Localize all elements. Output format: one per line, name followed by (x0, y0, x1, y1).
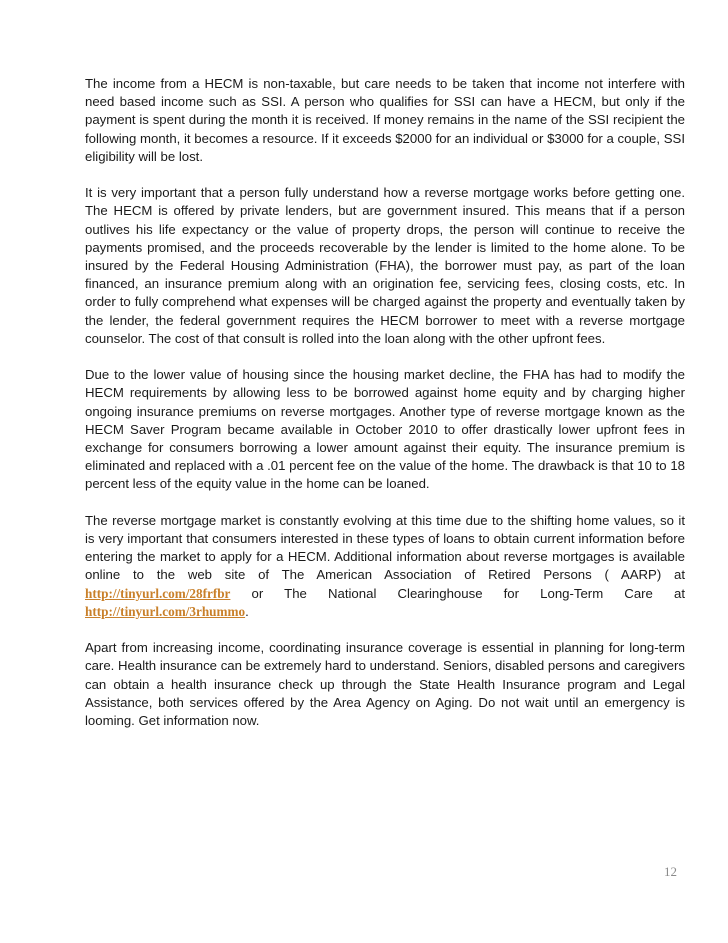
document-body (85, 75, 685, 748)
paragraph-hecm-taxation: The income from a HECM is non-taxable, but care needs to be taken that income not interfere with need based income such as SSI. A person who qualifies for SSI can have a HECM, but only if the payment is spent during the month it is received. If money remains in the name of the SSI recipient the following month, it becomes a resource. If it exceeds $2000 for an individual or $3000 for a couple, SSI eligibility will be lost. (85, 76, 685, 164)
page-number: 12 (664, 864, 677, 879)
paragraph-understanding-reverse-mortgage: It is very important that a person fully understand how a reverse mortgage works before getting one. The HECM is offered by private lenders, but are government insured. This means that if a person outlives his life expectancy or the value of property drops, the person will continue to receive the payments promised, and the proceeds recoverable by the lender is limited to the home alone. To be insured by the Federal Housing Administration (FHA), the borrower must pay, as part of the loan financed, an insurance premium along with an origination fee, servicing fees, closing costs, etc. In order to fully comprehend what expenses will be charged against the property and eventually taken by the lender, the federal government requires the HECM borrower to meet with a reverse mortgage counselor. The cost of that consult is rolled into the loan along with the other upfront fees. (85, 185, 685, 346)
paragraph-insurance-coverage: Apart from increasing income, coordinating insurance coverage is essential in planning for long-term care. Health insurance can be extremely hard to understand. Seniors, disabled persons and caregivers can obtain a health insurance check up through the State Health Insurance program and Legal Assistance, both services offered by the Area Agency on Aging. Do not wait until an emergency is looming. Get information now. (85, 640, 685, 729)
paragraph-reverse-mortgage-market (85, 512, 685, 621)
paragraph-text-segment: or The National Clearinghouse for Long-Term Care at (230, 585, 685, 601)
paragraph-hecm-saver-program: Due to the lower value of housing since the housing market decline, the FHA has had to modify the HECM requirements by allowing less to be borrowed against home equity and by charging higher ongoing insurance premiums on reverse mortgages. Another type of reverse mortgage known as the HECM Saver Program became available in October 2010 to offer drastically lower upfront fees in exchange for consumers borrowing a lower amount against their equity. The insurance premium is eliminated and replaced with a .01 percent fee on the value of the home. The drawback is that 10 to 18 percent less of the equity value in the home can be loaned. (85, 367, 685, 492)
aarp-link[interactable]: http://tinyurl.com/28frfbr (85, 585, 231, 601)
paragraph-text-segment: . (245, 603, 249, 619)
paragraph-text-segment: The reverse mortgage market is constantly evolving at this time due to the shifting home values, so it is very important that consumers interested in these types of loans to obtain current information before entering the market to apply for a HECM. Additional information about reverse mortgages is available online to the web site of The American Association of Retired Persons ( AARP) at (85, 512, 685, 583)
clearinghouse-link[interactable]: http://tinyurl.com/3rhummo (85, 603, 246, 619)
